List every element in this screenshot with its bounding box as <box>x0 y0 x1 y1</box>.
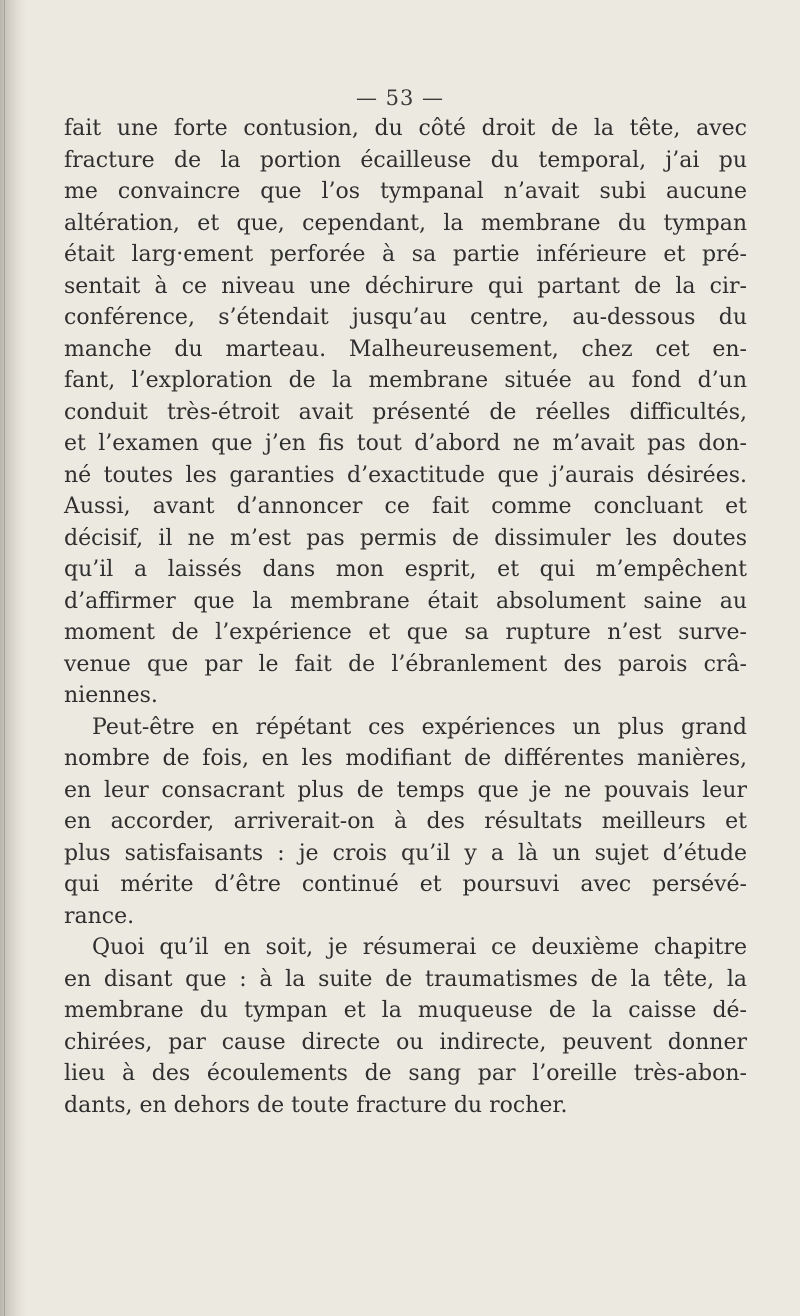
text-line: moment de l’expérience et que sa rupture n’est surve- <box>64 620 747 645</box>
text-line: sentait à ce niveau une déchirure qui partant de la cir- <box>64 273 747 299</box>
page-number: — 53 — <box>355 86 445 110</box>
text-line: conférence, s’étendait jusqu’au centre, au-dessous du <box>64 305 747 330</box>
text-line: venue que par le fait de l’ébranlement des parois crâ- <box>64 651 747 677</box>
body-text <box>64 113 747 1121</box>
text-line: fracture de la portion écailleuse du temporal, j’ai pu <box>64 147 747 173</box>
text-line: et l’examen que j’en fis tout d’abord ne m’avait pas don- <box>64 431 747 456</box>
text-line: Aussi, avant d’annoncer ce fait comme concluant et <box>64 494 747 519</box>
text-line: qu’il a laissés dans mon esprit, et qui m’empêchent <box>64 557 747 582</box>
text-line: Peut-être en répétant ces expériences un plus grand <box>92 714 747 740</box>
text-line: niennes. <box>64 683 158 708</box>
text-line: fait une forte contusion, du côté droit de la tête, avec <box>64 116 747 141</box>
text-line: fant, l’exploration de la membrane située au fond d’un <box>64 368 747 393</box>
text-line: en disant que : à la suite de traumatismes de la tête, la <box>64 966 747 992</box>
text-line: était larg·ement perforée à sa partie inférieure et pré- <box>64 242 747 267</box>
text-line: lieu à des écoulements de sang par l’oreille très-abon- <box>64 1061 747 1086</box>
text-line: altération, et que, cependant, la membrane du tympan <box>64 210 747 236</box>
page-binding-edge <box>4 0 5 1316</box>
text-line: qui mérite d’être continué et poursuvi avec persévé- <box>64 872 747 897</box>
text-line: décisif, il ne m’est pas permis de dissimuler les doutes <box>64 525 747 551</box>
text-line: chirées, par cause directe ou indirecte, peuvent donner <box>64 1029 747 1055</box>
text-line: manche du marteau. Malheureusement, chez cet en- <box>64 336 747 362</box>
text-line: nombre de fois, en les modifiant de différentes manières, <box>64 746 747 771</box>
text-line: conduit très-étroit avait présenté de réelles difficultés, <box>64 399 747 425</box>
text-line: Quoi qu’il en soit, je résumerai ce deuxième chapitre <box>92 935 747 960</box>
text-line: membrane du tympan et la muqueuse de la caisse dé- <box>64 998 747 1023</box>
text-line: d’affirmer que la membrane était absolument saine au <box>64 588 747 614</box>
text-line: en accorder, arriverait-on à des résultats meilleurs et <box>64 809 747 834</box>
text-line: rance. <box>64 903 135 929</box>
text-line: né toutes les garanties d’exactitude que j’aurais désirées. <box>64 462 747 488</box>
text-line: me convaincre que l’os tympanal n’avait subi aucune <box>64 179 747 204</box>
text-line: en leur consacrant plus de temps que je ne pouvais leur <box>64 777 747 803</box>
text-line: dants, en dehors de toute fracture du rocher. <box>64 1092 568 1118</box>
text-line: plus satisfaisants : je crois qu’il y a là un sujet d’étude <box>64 840 747 866</box>
